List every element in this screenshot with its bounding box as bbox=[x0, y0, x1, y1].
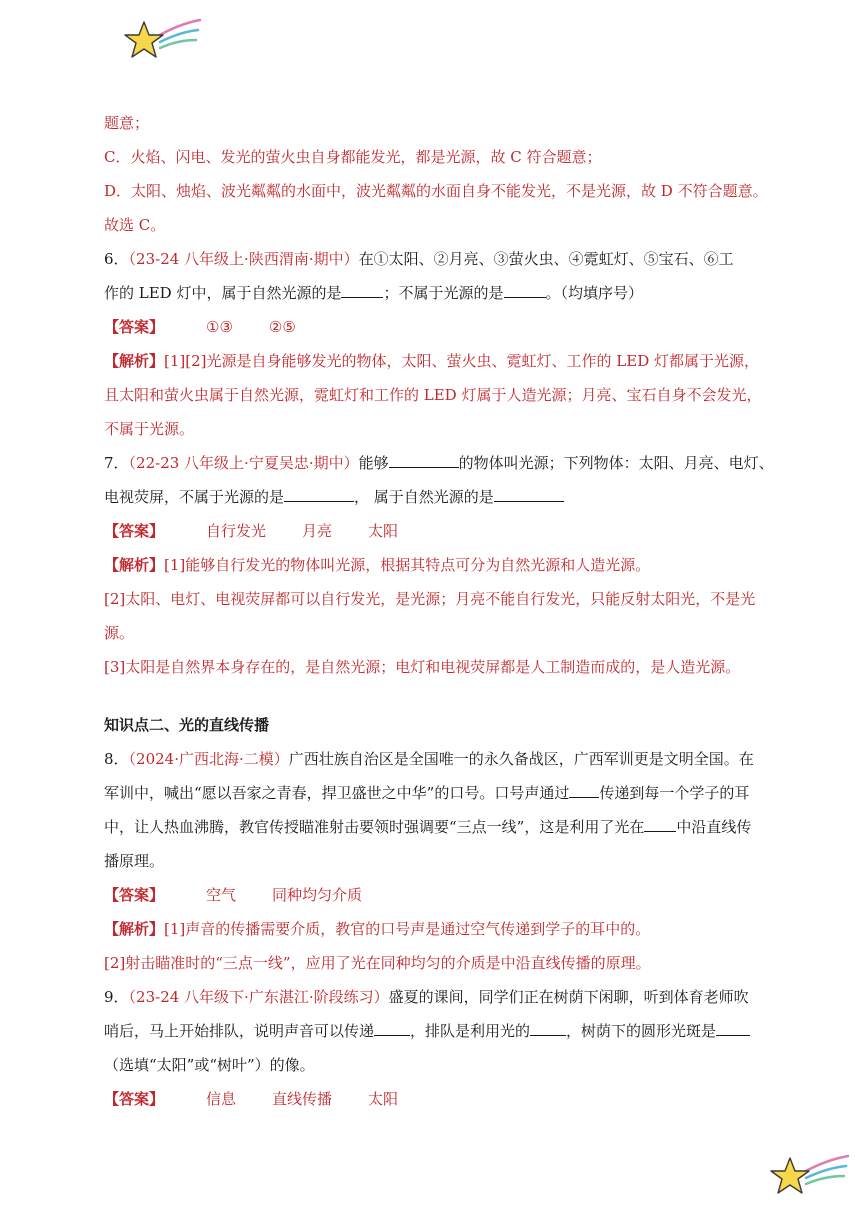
question-text: 电视荧屏，不属于光源的是 bbox=[104, 488, 285, 506]
answer-line bbox=[104, 310, 768, 344]
solution-line: 故选 C。 bbox=[104, 216, 166, 234]
answer-blank bbox=[494, 485, 564, 502]
question-text-line bbox=[104, 276, 768, 310]
analysis-line: 不属于光源。 bbox=[104, 420, 195, 438]
analysis-line bbox=[104, 912, 768, 946]
question-text: 中沿直线传 bbox=[676, 818, 752, 836]
question-text: 军训中，喊出“愿以吾家之青春，捍卫盛世之中华”的口号。口号声通过 bbox=[104, 784, 570, 802]
question-7 bbox=[104, 446, 774, 480]
answer-value: 月亮 bbox=[302, 522, 333, 540]
question-text-line bbox=[104, 776, 768, 810]
question-text: 。（均填序号） bbox=[545, 284, 644, 302]
question-text: 盛夏的课间，同学们正在树荫下闲聊，听到体育老师吹 bbox=[388, 988, 749, 1006]
answer-line bbox=[104, 514, 768, 548]
answer-value: ①③ bbox=[206, 318, 233, 336]
answer-label: 【答案】 bbox=[104, 522, 165, 540]
answer-blank bbox=[530, 1019, 566, 1036]
answer-blank bbox=[284, 485, 354, 502]
answer-line bbox=[104, 1082, 768, 1116]
analysis-text: [1][2]光源是自身能够发光的物体，太阳、萤火虫、霓虹灯、工作的 LED 灯都属于光源， bbox=[164, 352, 759, 370]
question-text-line bbox=[104, 1014, 768, 1048]
question-6 bbox=[104, 242, 768, 276]
solution-line: 题意； bbox=[104, 114, 150, 132]
answer-value: 自行发光 bbox=[206, 522, 267, 540]
question-text: 传递到每一个学子的耳 bbox=[599, 784, 750, 802]
question-text-line: （选填“太阳”或“树叶”）的像。 bbox=[104, 1056, 315, 1074]
shooting-star-icon bbox=[770, 1150, 850, 1202]
answer-blank bbox=[504, 281, 546, 298]
question-text: 哨后，马上开始排队，说明声音可以传递 bbox=[104, 1022, 375, 1040]
question-text-line bbox=[104, 810, 768, 844]
question-number: 7． bbox=[104, 454, 129, 472]
question-text: ，树荫下的圆形光斑是 bbox=[566, 1022, 717, 1040]
answer-value: 同种均匀介质 bbox=[272, 886, 363, 904]
answer-blank bbox=[716, 1019, 750, 1036]
question-number: 9． bbox=[104, 988, 129, 1006]
answer-blank bbox=[569, 781, 599, 798]
answer-label: 【答案】 bbox=[104, 1090, 165, 1108]
answer-value: 空气 bbox=[206, 886, 237, 904]
question-text: 在①太阳、②月亮、③萤火虫、④霓虹灯、⑤宝石、⑥工 bbox=[358, 250, 734, 268]
question-text: ，排队是利用光的 bbox=[410, 1022, 531, 1040]
analysis-line bbox=[104, 344, 768, 378]
question-9 bbox=[104, 980, 768, 1014]
answer-value: 直线传播 bbox=[272, 1090, 333, 1108]
question-text: 广西壮族自治区是全国唯一的永久备战区，广西军训更是文明全国。在 bbox=[288, 750, 754, 768]
question-text: 作的 LED 灯中，属于自然光源的是 bbox=[104, 284, 342, 302]
question-text: ；不属于光源的是 bbox=[383, 284, 504, 302]
analysis-line: [3]太阳是自然界本身存在的，是自然光源；电灯和电视荧屏都是人工制造而成的，是人造光源。 bbox=[104, 658, 741, 676]
answer-blank bbox=[341, 281, 383, 298]
answer-value: ②⑤ bbox=[268, 318, 296, 336]
solution-line: D．太阳、烛焰、波光粼粼的水面中，波光粼粼的水面自身不能发光，不是光源，故 D 不符合题意。 bbox=[104, 182, 768, 200]
answer-value: 信息 bbox=[206, 1090, 237, 1108]
question-number: 6． bbox=[104, 250, 129, 268]
analysis-label: 【解析】 bbox=[104, 920, 165, 938]
section-heading: 知识点二、光的直线传播 bbox=[104, 716, 270, 734]
document-body bbox=[104, 106, 774, 1116]
solution-line: C．火焰、闪电、发光的萤火虫自身都能发光，都是光源，故 C 符合题意； bbox=[104, 148, 602, 166]
analysis-line: 且太阳和萤火虫属于自然光源，霓虹灯和工作的 LED 灯属于人造光源；月亮、宝石自身不会发光， bbox=[104, 386, 762, 404]
analysis-line: [2]太阳、电灯、电视荧屏都可以自行发光，是光源；月亮不能自行发光，只能反射太阳光，不是光 bbox=[104, 590, 756, 608]
question-text: 的物体叫光源；下列物体：太阳、月亮、电灯、 bbox=[458, 454, 774, 472]
question-8 bbox=[104, 742, 768, 776]
answer-blank bbox=[374, 1019, 410, 1036]
answer-blank bbox=[389, 451, 459, 468]
question-source: （23-24 八年级下·广东湛江·阶段练习） bbox=[128, 988, 389, 1006]
answer-value: 太阳 bbox=[368, 522, 399, 540]
answer-label: 【答案】 bbox=[104, 318, 165, 336]
answer-line bbox=[104, 878, 768, 912]
question-text: 中，让人热血沸腾，教官传授瞄准射击要领时强调要“三点一线”，这是利用了光在 bbox=[104, 818, 645, 836]
analysis-line: [2]射击瞄准时的“三点一线”，应用了光在同种均匀的介质是中沿直线传播的原理。 bbox=[104, 954, 651, 972]
analysis-label: 【解析】 bbox=[104, 556, 165, 574]
answer-value: 太阳 bbox=[368, 1090, 399, 1108]
question-text-line bbox=[104, 480, 768, 514]
answer-blank bbox=[644, 815, 676, 832]
answer-label: 【答案】 bbox=[104, 886, 165, 904]
analysis-text: [1]声音的传播需要介质，教官的口号声是通过空气传递到学子的耳中的。 bbox=[164, 920, 651, 938]
question-text-line: 播原理。 bbox=[104, 852, 165, 870]
question-source: （2024·广西北海·二模） bbox=[128, 750, 289, 768]
analysis-line bbox=[104, 548, 768, 582]
question-number: 8． bbox=[104, 750, 129, 768]
question-text: ， 属于自然光源的是 bbox=[354, 488, 494, 506]
analysis-line: 源。 bbox=[104, 624, 135, 642]
analysis-label: 【解析】 bbox=[104, 352, 165, 370]
question-text: 能够 bbox=[358, 454, 389, 472]
question-source: （22-23 八年级上·宁夏吴忠·期中） bbox=[128, 454, 359, 472]
question-source: （23-24 八年级上·陕西渭南·期中） bbox=[128, 250, 359, 268]
analysis-text: [1]能够自行发光的物体叫光源，根据其特点可分为自然光源和人造光源。 bbox=[164, 556, 651, 574]
shooting-star-icon bbox=[124, 14, 202, 66]
